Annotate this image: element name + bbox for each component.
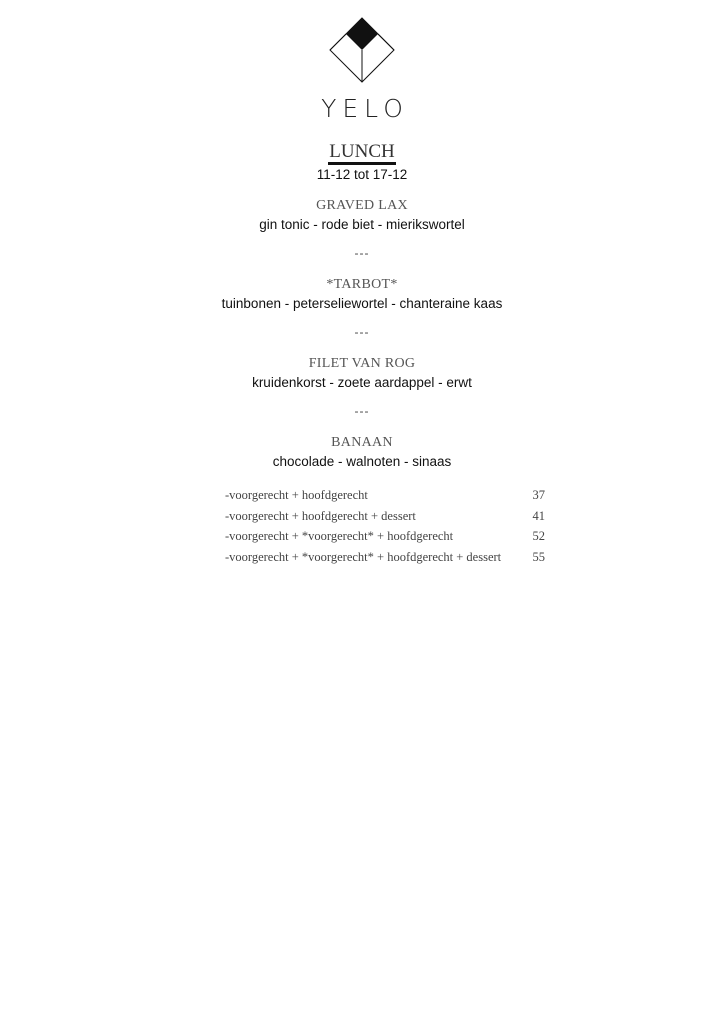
diamond-logo-icon (328, 16, 396, 84)
menu-title-text: LUNCH (328, 142, 395, 165)
price-row (225, 507, 545, 528)
dish-title: BANAAN (331, 435, 393, 450)
dish-description: gin tonic - rode biet - mierikswortel (259, 217, 465, 232)
price-row (225, 548, 545, 569)
dish-description: chocolade - walnoten - sinaas (272, 454, 452, 469)
price-row (225, 486, 545, 507)
price-value: 55 (532, 550, 545, 565)
price-value: 52 (532, 529, 545, 544)
dish-description: tuinbonen - peterseliewortel - chanteraine kaas (221, 296, 503, 311)
price-row (225, 527, 545, 548)
menu-dates: 11-12 tot 17-12 (316, 167, 408, 182)
dish-separator: --- (354, 325, 370, 339)
dish-title: *TARBOT* (326, 277, 398, 292)
brand-name: YELO (321, 94, 409, 123)
dish-title: GRAVED LAX (316, 198, 408, 213)
price-label: -voorgerecht + hoofdgerecht + dessert (225, 508, 416, 523)
dish-title: FILET VAN ROG (308, 356, 416, 371)
price-list (225, 486, 545, 569)
price-label: -voorgerecht + *voorgerecht* + hoofdgerecht + dessert (225, 550, 502, 565)
menu-title (0, 141, 724, 165)
price-label: -voorgerecht + *voorgerecht* + hoofdgerecht (225, 529, 454, 544)
price-label: -voorgerecht + hoofdgerecht (225, 488, 368, 502)
dish-separator: --- (354, 246, 370, 260)
dish-separator: --- (354, 404, 370, 418)
dish-description: kruidenkorst - zoete aardappel - erwt (252, 375, 472, 390)
price-value: 41 (532, 508, 545, 523)
price-value: 37 (532, 488, 545, 502)
